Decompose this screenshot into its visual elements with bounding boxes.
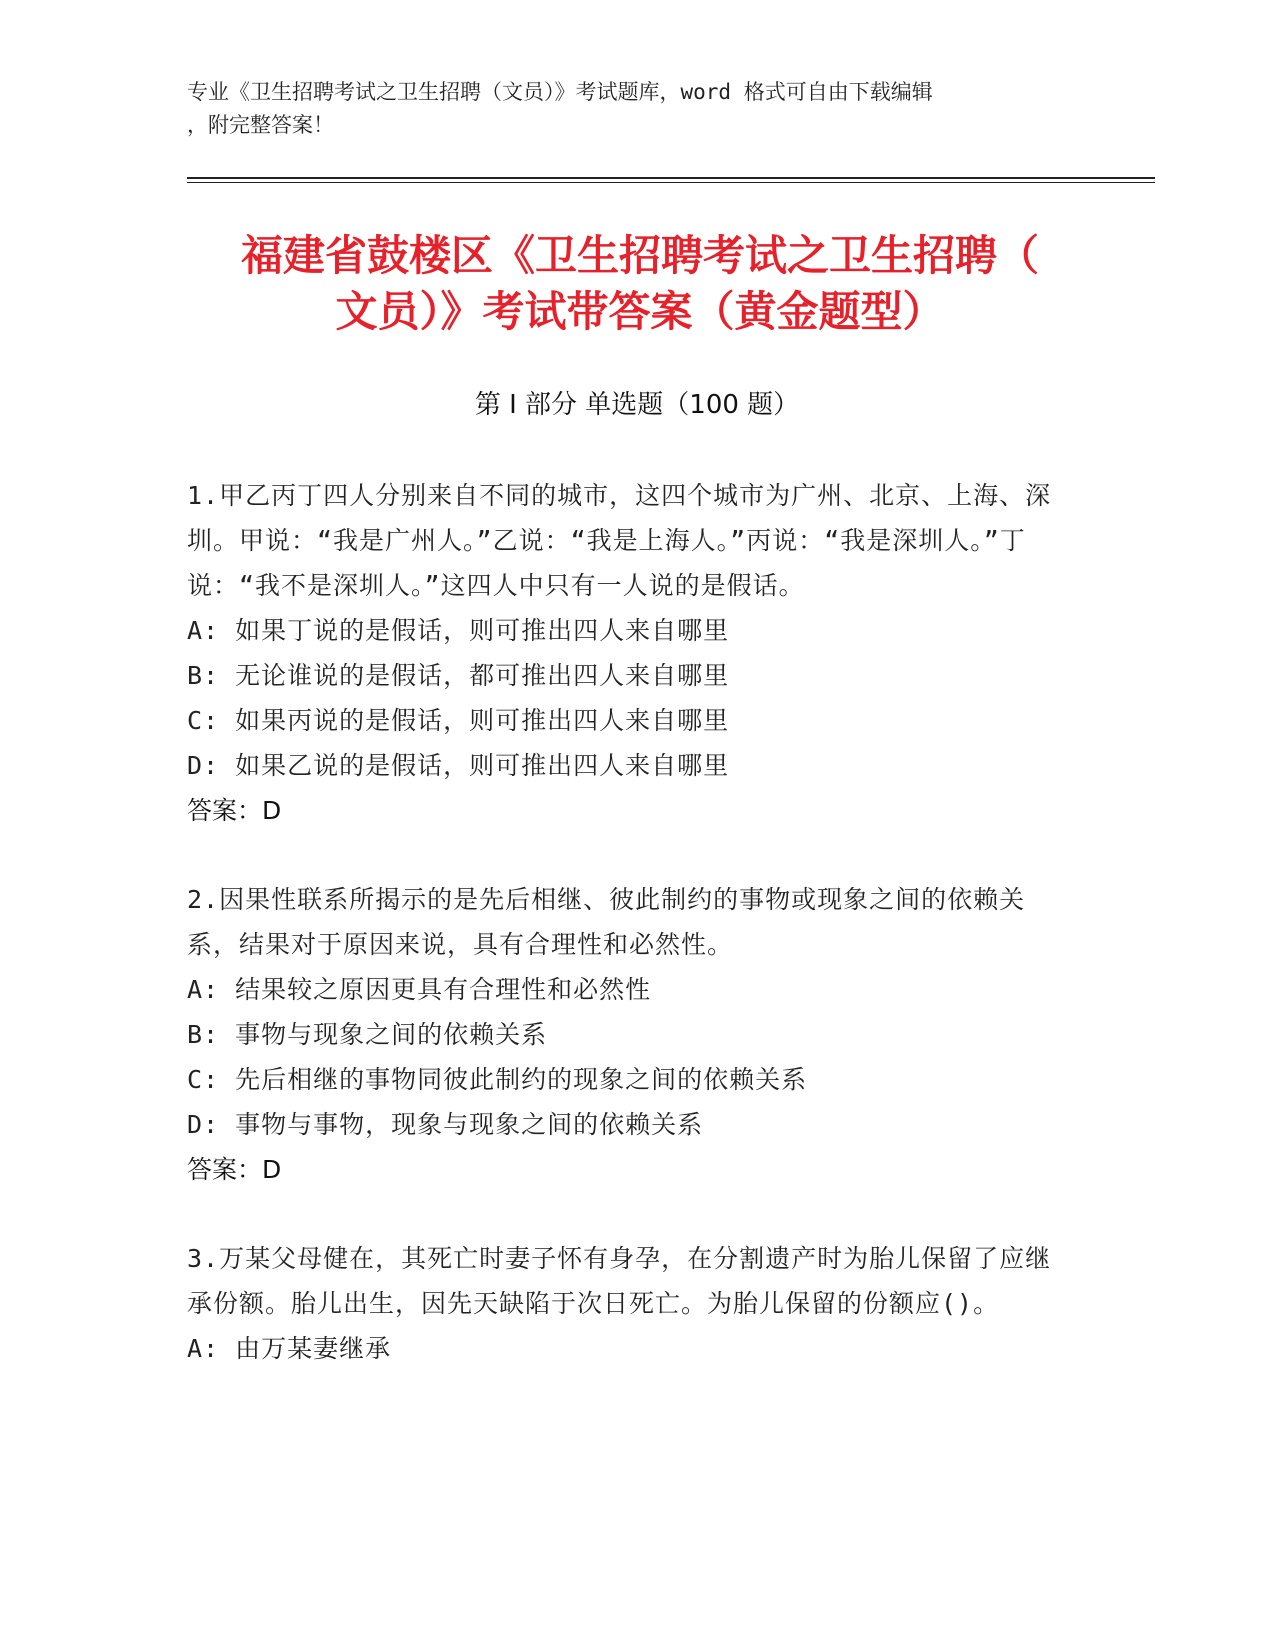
header-divider-thick: [187, 177, 1155, 179]
section-heading: 第 I 部分 单选题（100 题）: [474, 390, 800, 420]
question-stem: 2.因果性联系所揭示的是先后相继、彼此制约的事物或现象之间的依赖关系，结果对于原因来说，具有合理性和必然性。: [187, 885, 1026, 959]
header-note-line-2: ，附完整答案！: [187, 113, 334, 137]
question-list: [187, 473, 1067, 1415]
header-divider-thin: [187, 182, 1155, 183]
option-c: C: 先后相继的事物同彼此制约的现象之间的依赖关系: [187, 1065, 808, 1094]
option-a: A: 由万某妻继承: [187, 1334, 392, 1363]
option-b: B: 事物与现象之间的依赖关系: [187, 1020, 548, 1049]
header-note-line-1: 专业《卫生招聘考试之卫生招聘（文员）》考试题库，word 格式可自由下载编辑: [187, 80, 933, 104]
option-a: A: 如果丁说的是假话，则可推出四人来自哪里: [187, 616, 730, 645]
document-header-note: [187, 76, 1067, 142]
option-d: D: 事物与事物，现象与现象之间的依赖关系: [187, 1110, 704, 1139]
answer-label: 答案：D: [187, 796, 282, 825]
question-stem: 3.万某父母健在，其死亡时妻子怀有身孕，在分割遗产时为胎儿保留了应继承份额。胎儿出生，因先天缺陷于次日死亡。为胎儿保留的份额应()。: [187, 1244, 1052, 1318]
title-line-1: 福建省鼓楼区《卫生招聘考试之卫生招聘（: [240, 231, 1039, 280]
question-2: [187, 877, 1067, 1192]
title-line-2: 文员）》考试带答案（黄金题型）: [335, 287, 945, 336]
question-1: [187, 473, 1067, 833]
answer-label: 答案：D: [187, 1155, 282, 1184]
document-title: [160, 228, 1120, 340]
option-c: C: 如果丙说的是假话，则可推出四人来自哪里: [187, 706, 730, 735]
option-b: B: 无论谁说的是假话，都可推出四人来自哪里: [187, 661, 730, 690]
option-d: D: 如果乙说的是假话，则可推出四人来自哪里: [187, 751, 730, 780]
question-stem: 1.甲乙丙丁四人分别来自不同的城市，这四个城市为广州、北京、上海、深圳。甲说：“我是广州人。”乙说：“我是上海人。”丙说：“我是深圳人。”丁说：“我不是深圳人。”这四人中只有一人说的是假话。: [187, 481, 1052, 600]
option-a: A: 结果较之原因更具有合理性和必然性: [187, 975, 652, 1004]
question-3: [187, 1236, 1067, 1371]
